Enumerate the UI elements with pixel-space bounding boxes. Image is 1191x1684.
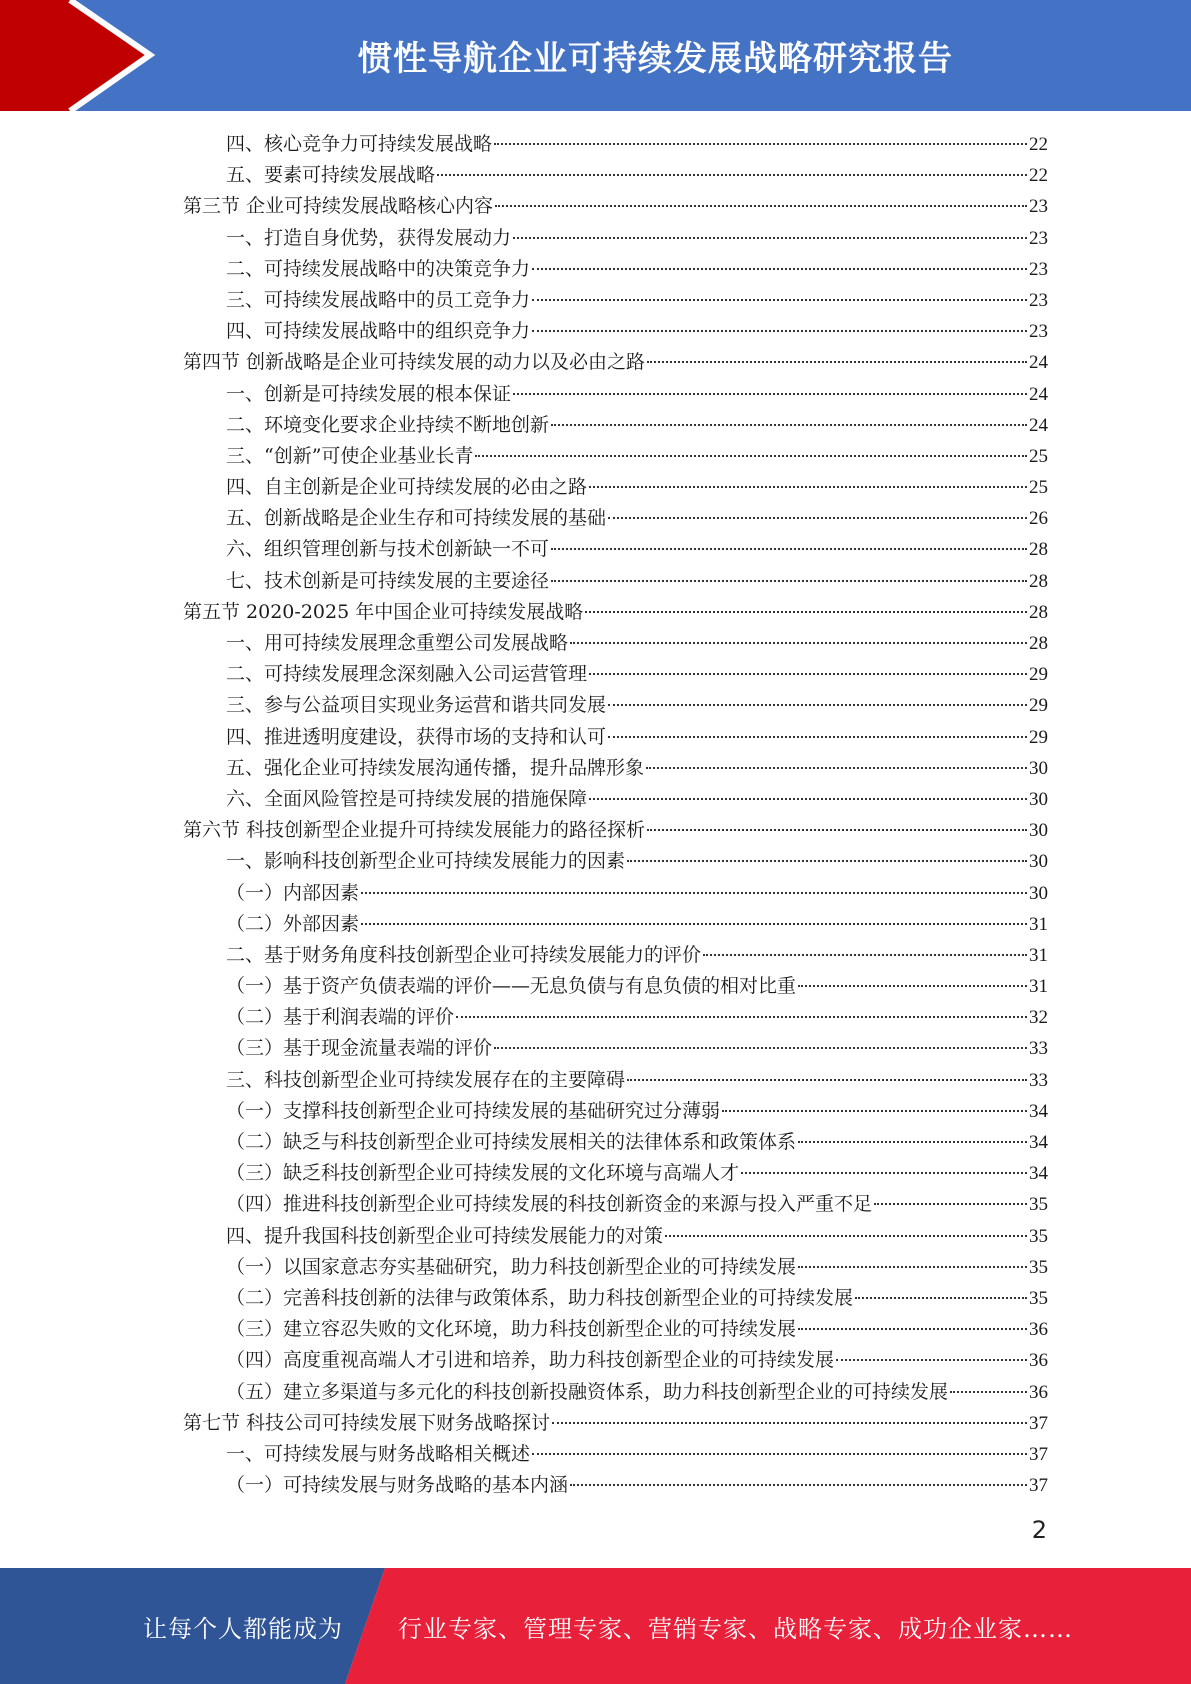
toc-entry-title: 二、基于财务角度科技创新型企业可持续发展能力的评价 <box>226 943 702 966</box>
toc-entry-page: 22 <box>1029 134 1048 155</box>
toc-entry[interactable] <box>183 160 1048 191</box>
toc-entry[interactable] <box>183 379 1048 410</box>
toc-entry-page: 24 <box>1029 414 1048 436</box>
toc-dot-leader <box>646 767 1027 769</box>
toc-entry-title: 一、影响科技创新型企业可持续发展能力的因素 <box>226 850 626 873</box>
toc-dot-leader <box>874 1203 1027 1205</box>
toc-dot-leader <box>798 1266 1027 1268</box>
toc-dot-leader <box>665 1235 1027 1237</box>
toc-entry[interactable] <box>183 659 1048 690</box>
toc-entry-page: 33 <box>1029 1069 1048 1091</box>
toc-entry-title: 第六节 科技创新型企业提升可持续发展能力的路径探析 <box>183 819 646 842</box>
toc-entry[interactable] <box>183 722 1048 753</box>
toc-entry-title: （二）外部因素 <box>226 912 360 935</box>
toc-entry-page: 23 <box>1029 321 1048 343</box>
toc-entry[interactable] <box>183 441 1048 472</box>
toc-entry-page: 34 <box>1029 1100 1048 1122</box>
toc-entry[interactable] <box>183 1221 1048 1252</box>
toc-entry[interactable] <box>183 1127 1048 1158</box>
toc-entry-title: 五、要素可持续发展战略 <box>226 164 436 187</box>
page-footer <box>0 1568 1191 1684</box>
toc-dot-leader <box>741 1172 1027 1174</box>
toc-entry-title: 二、可持续发展战略中的决策竞争力 <box>226 257 531 280</box>
toc-dot-leader <box>495 205 1027 207</box>
toc-entry-title: 七、技术创新是可持续发展的主要途径 <box>226 569 550 592</box>
toc-entry-page: 29 <box>1029 726 1048 748</box>
toc-entry[interactable] <box>183 1439 1048 1470</box>
footer-slogan-lead: 让每个人都能成为 <box>143 1614 343 1643</box>
toc-dot-leader <box>608 704 1027 706</box>
toc-entry-title: （一）内部因素 <box>226 881 360 904</box>
toc-entry-title: 三、参与公益项目实现业务运营和谐共同发展 <box>226 694 607 717</box>
toc-dot-leader <box>703 954 1027 956</box>
toc-entry-title: （三）建立容忍失败的文化环境，助力科技创新型企业的可持续发展 <box>226 1318 797 1341</box>
toc-entry-page: 24 <box>1029 352 1048 374</box>
toc-entry-page: 30 <box>1029 882 1048 904</box>
toc-entry-page: 24 <box>1029 383 1048 405</box>
toc-dot-leader <box>513 237 1027 239</box>
toc-entry-title: （四）高度重视高端人才引进和培养，助力科技创新型企业的可持续发展 <box>226 1349 835 1372</box>
toc-dot-leader <box>532 268 1027 270</box>
toc-entry-page: 35 <box>1029 1225 1048 1247</box>
toc-entry-page: 32 <box>1029 1007 1048 1029</box>
toc-dot-leader <box>494 143 1027 145</box>
toc-entry[interactable] <box>183 971 1048 1002</box>
toc-entry[interactable] <box>183 878 1048 909</box>
toc-entry[interactable] <box>183 1065 1048 1096</box>
toc-entry-title: 三、科技创新型企业可持续发展存在的主要障碍 <box>226 1068 626 1091</box>
toc-entry[interactable] <box>183 1408 1048 1439</box>
toc-dot-leader <box>437 174 1027 176</box>
toc-entry[interactable] <box>183 129 1048 160</box>
toc-entry-page: 30 <box>1029 757 1048 779</box>
toc-entry[interactable] <box>183 690 1048 721</box>
toc-entry-title: （二）完善科技创新的法律与政策体系，助力科技创新型企业的可持续发展 <box>226 1286 854 1309</box>
toc-entry-page: 23 <box>1029 289 1048 311</box>
toc-entry[interactable] <box>183 1189 1048 1220</box>
toc-entry-page: 35 <box>1029 1287 1048 1309</box>
toc-entry[interactable] <box>183 1377 1048 1408</box>
toc-dot-leader <box>551 580 1027 582</box>
toc-dot-leader <box>570 642 1027 644</box>
toc-entry-title: （三）缺乏科技创新型企业可持续发展的文化环境与高端人才 <box>226 1162 740 1185</box>
toc-entry-page: 37 <box>1029 1443 1048 1465</box>
toc-dot-leader <box>855 1297 1027 1299</box>
table-of-contents <box>183 129 1048 1501</box>
toc-entry-page: 36 <box>1029 1350 1048 1372</box>
toc-entry-title: 一、创新是可持续发展的根本保证 <box>226 382 512 405</box>
toc-entry-page: 31 <box>1029 913 1048 935</box>
toc-entry[interactable] <box>183 753 1048 784</box>
toc-entry-title: 一、打造自身优势，获得发展动力 <box>226 226 512 249</box>
toc-entry-title: 五、强化企业可持续发展沟通传播，提升品牌形象 <box>226 756 645 779</box>
toc-dot-leader <box>589 486 1027 488</box>
toc-dot-leader <box>627 860 1027 862</box>
toc-entry-page: 28 <box>1029 539 1048 561</box>
toc-dot-leader <box>361 892 1027 894</box>
toc-entry-page: 30 <box>1029 820 1048 842</box>
toc-entry-page: 25 <box>1029 477 1048 499</box>
toc-entry-title: 第七节 科技公司可持续发展下财务战略探讨 <box>183 1411 551 1434</box>
toc-dot-leader <box>532 1453 1027 1455</box>
toc-dot-leader <box>798 1141 1027 1143</box>
toc-entry-page: 23 <box>1029 227 1048 249</box>
toc-entry-title: 三、“创新”可使企业基业长青 <box>226 444 474 467</box>
toc-dot-leader <box>456 1016 1027 1018</box>
toc-entry-title: 六、组织管理创新与技术创新缺一不可 <box>226 538 550 561</box>
toc-entry-title: （二）基于利润表端的评价 <box>226 1006 455 1029</box>
toc-entry[interactable] <box>183 1314 1048 1345</box>
toc-entry-title: 一、用可持续发展理念重塑公司发展战略 <box>226 632 569 654</box>
toc-entry[interactable] <box>183 566 1048 597</box>
toc-entry[interactable] <box>183 1033 1048 1064</box>
toc-entry-page: 26 <box>1029 508 1048 530</box>
toc-dot-leader <box>513 393 1027 395</box>
toc-entry-page: 23 <box>1029 258 1048 280</box>
toc-entry-title: （三）基于现金流量表端的评价 <box>226 1037 493 1060</box>
toc-entry[interactable] <box>183 223 1048 254</box>
toc-entry-page: 29 <box>1029 664 1048 686</box>
toc-entry-page: 31 <box>1029 944 1048 966</box>
toc-entry[interactable] <box>183 1158 1048 1189</box>
toc-entry-page: 28 <box>1029 601 1048 623</box>
toc-entry[interactable] <box>183 1096 1048 1127</box>
toc-entry-title: （五）建立多渠道与多元化的科技创新投融资体系，助力科技创新型企业的可持续发展 <box>226 1380 949 1403</box>
toc-dot-leader <box>589 798 1027 800</box>
toc-entry-page: 34 <box>1029 1132 1048 1153</box>
toc-entry[interactable] <box>183 1470 1048 1501</box>
toc-entry-page: 25 <box>1029 445 1048 467</box>
toc-entry-page: 28 <box>1029 570 1048 592</box>
toc-entry-page: 34 <box>1029 1163 1048 1185</box>
toc-dot-leader <box>494 1047 1027 1049</box>
toc-entry[interactable] <box>183 410 1048 441</box>
toc-entry[interactable] <box>183 503 1048 534</box>
toc-entry[interactable] <box>183 316 1048 347</box>
toc-entry-title: 三、可持续发展战略中的员工竞争力 <box>226 288 531 311</box>
toc-entry-title: （四）推进科技创新型企业可持续发展的科技创新资金的来源与投入严重不足 <box>226 1193 873 1216</box>
toc-dot-leader <box>627 1079 1027 1081</box>
toc-entry-page: 35 <box>1029 1194 1048 1216</box>
toc-dot-leader <box>585 611 1027 613</box>
toc-entry[interactable] <box>183 1345 1048 1376</box>
toc-entry-title: （一）以国家意志夯实基础研究，助力科技创新型企业的可持续发展 <box>226 1255 797 1278</box>
toc-entry-title: 六、全面风险管控是可持续发展的措施保障 <box>226 787 588 810</box>
toc-entry[interactable] <box>183 940 1048 971</box>
toc-entry[interactable] <box>183 347 1048 378</box>
toc-entry[interactable] <box>183 815 1048 846</box>
toc-entry[interactable] <box>183 1252 1048 1283</box>
toc-entry[interactable] <box>183 191 1048 222</box>
toc-entry-title: 四、核心竞争力可持续发展战略 <box>226 133 493 155</box>
toc-entry-page: 37 <box>1029 1412 1048 1434</box>
toc-entry-page: 28 <box>1029 633 1048 654</box>
toc-entry[interactable] <box>183 597 1048 628</box>
toc-dot-leader <box>361 923 1027 925</box>
toc-dot-leader <box>798 1328 1027 1330</box>
toc-entry-title: 四、提升我国科技创新型企业可持续发展能力的对策 <box>226 1224 664 1247</box>
toc-entry-page: 29 <box>1029 695 1048 717</box>
toc-entry-title: 二、可持续发展理念深刻融入公司运营管理 <box>226 663 588 686</box>
toc-entry[interactable] <box>183 1002 1048 1033</box>
toc-entry-title: 四、推进透明度建设，获得市场的支持和认可 <box>226 725 607 748</box>
toc-dot-leader <box>570 1484 1027 1486</box>
toc-dot-leader <box>798 985 1027 987</box>
toc-dot-leader <box>532 299 1027 301</box>
toc-dot-leader <box>608 736 1027 738</box>
toc-entry-page: 35 <box>1029 1256 1048 1278</box>
toc-dot-leader <box>950 1391 1027 1393</box>
toc-dot-leader <box>552 1422 1027 1424</box>
toc-entry-title: 四、自主创新是企业可持续发展的必由之路 <box>226 476 588 499</box>
toc-entry-page: 22 <box>1029 165 1048 187</box>
page-number: 2 <box>1031 1516 1047 1544</box>
toc-entry[interactable] <box>183 534 1048 565</box>
toc-entry-title: （一）可持续发展与财务战略的基本内涵 <box>226 1474 569 1497</box>
footer-slogan-roles: 行业专家、管理专家、营销专家、战略专家、成功企业家…… <box>398 1614 1073 1643</box>
toc-dot-leader <box>551 548 1027 550</box>
toc-entry[interactable] <box>183 909 1048 940</box>
toc-entry-title: （一）基于资产负债表端的评价——无息负债与有息负债的相对比重 <box>226 975 797 998</box>
toc-entry-page: 36 <box>1029 1381 1048 1403</box>
toc-entry-page: 23 <box>1029 196 1048 218</box>
toc-dot-leader <box>532 330 1027 332</box>
toc-entry[interactable] <box>183 846 1048 877</box>
toc-entry[interactable] <box>183 472 1048 503</box>
toc-entry-title: 第五节 2020-2025 年中国企业可持续发展战略 <box>183 600 584 623</box>
toc-entry-title: 一、可持续发展与财务战略相关概述 <box>226 1442 531 1465</box>
toc-dot-leader <box>722 1110 1027 1112</box>
toc-entry-page: 31 <box>1029 976 1048 998</box>
toc-entry-title: 二、环境变化要求企业持续不断地创新 <box>226 413 550 436</box>
toc-entry-page: 30 <box>1029 788 1048 810</box>
toc-entry[interactable] <box>183 628 1048 659</box>
toc-entry[interactable] <box>183 285 1048 316</box>
toc-dot-leader <box>647 829 1027 831</box>
report-title: 惯性导航企业可持续发展战略研究报告 <box>358 39 953 79</box>
toc-entry-title: （一）支撑科技创新型企业可持续发展的基础研究过分薄弱 <box>226 1099 721 1122</box>
toc-entry-page: 30 <box>1029 851 1048 873</box>
toc-entry[interactable] <box>183 254 1048 285</box>
toc-dot-leader <box>836 1359 1027 1361</box>
toc-entry-title: 第三节 企业可持续发展战略核心内容 <box>183 195 494 218</box>
toc-dot-leader <box>647 361 1027 363</box>
toc-entry-page: 36 <box>1029 1319 1048 1341</box>
toc-entry-title: （二）缺乏与科技创新型企业可持续发展相关的法律体系和政策体系 <box>226 1131 797 1153</box>
toc-entry-page: 33 <box>1029 1038 1048 1060</box>
toc-dot-leader <box>475 455 1027 457</box>
toc-dot-leader <box>589 673 1027 675</box>
toc-entry-title: 四、可持续发展战略中的组织竞争力 <box>226 320 531 343</box>
toc-entry-title: 第四节 创新战略是企业可持续发展的动力以及必由之路 <box>183 351 646 374</box>
toc-entry[interactable] <box>183 784 1048 815</box>
toc-entry[interactable] <box>183 1283 1048 1314</box>
toc-dot-leader <box>608 517 1027 519</box>
page-header <box>0 0 1191 111</box>
toc-entry-title: 五、创新战略是企业生存和可持续发展的基础 <box>226 507 607 530</box>
toc-entry-page: 37 <box>1029 1475 1048 1497</box>
toc-dot-leader <box>551 424 1027 426</box>
